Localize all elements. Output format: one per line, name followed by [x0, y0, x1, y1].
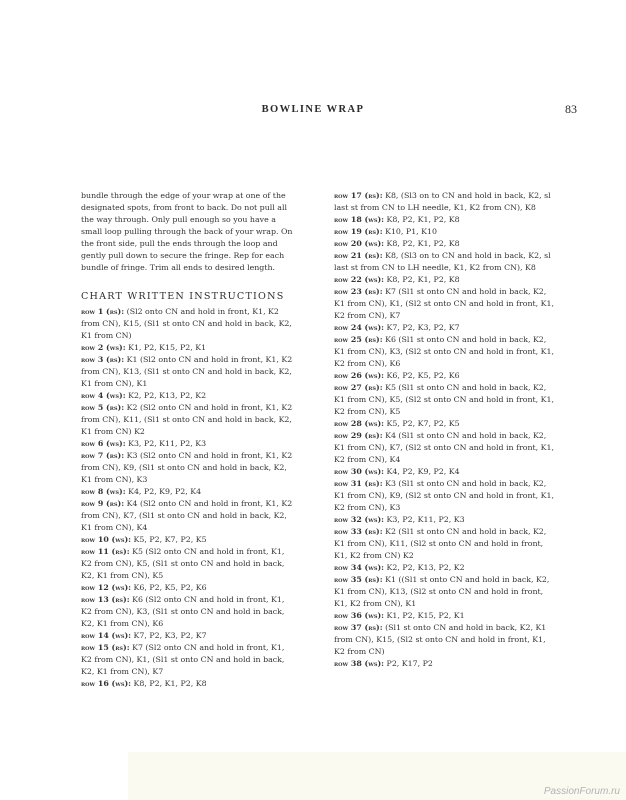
- row-instruction: [81, 450, 293, 486]
- row-label: row 38 (ws):: [334, 659, 385, 668]
- row-instruction: [334, 418, 556, 430]
- row-instruction: [334, 334, 556, 370]
- row-text: K8, (Sl3 on to CN and hold in back, K2, sl last st from CN to LH needle, K1, K2 from CN), K8: [334, 251, 551, 272]
- row-label: row 13 (rs):: [81, 595, 130, 604]
- row-instruction: [81, 342, 293, 354]
- row-instruction: [334, 322, 556, 334]
- row-label: row 4 (ws):: [81, 391, 126, 400]
- section-heading: CHART WRITTEN INSTRUCTIONS: [81, 291, 285, 302]
- row-label: row 9 (rs):: [81, 499, 125, 508]
- row-text: K6, P2, K5, P2, K6: [384, 371, 460, 380]
- row-label: row 7 (rs):: [81, 451, 125, 460]
- row-instruction: [81, 546, 293, 582]
- row-text: (Sl2 onto CN and hold in front, K1, K2 from CN), K15, (Sl1 st onto CN and hold in back, K2, K1 from CN): [81, 307, 292, 340]
- row-text: K2, P2, K13, P2, K2: [384, 563, 465, 572]
- row-label: row 27 (rs):: [334, 383, 383, 392]
- row-text: K8, P2, K1, P2, K8: [384, 239, 460, 248]
- row-text: K7, P2, K3, P2, K7: [384, 323, 460, 332]
- row-text: K8, P2, K1, P2, K8: [131, 679, 207, 688]
- row-text: K5 (Sl2 onto CN and hold in front, K1, K2 from CN), K5, (Sl1 st onto CN and hold in back, K2, K1 from CN), K5: [81, 547, 285, 580]
- row-label: row 29 (rs):: [334, 431, 383, 440]
- row-text: K3, P2, K11, P2, K3: [384, 515, 465, 524]
- row-label: row 3 (rs):: [81, 355, 125, 364]
- row-instruction: [334, 610, 556, 622]
- row-instruction: [334, 562, 556, 574]
- row-instruction: [334, 214, 556, 226]
- row-label: row 2 (ws):: [81, 343, 126, 352]
- row-label: row 32 (ws):: [334, 515, 385, 524]
- row-label: row 31 (rs):: [334, 479, 383, 488]
- row-instruction: [81, 594, 293, 630]
- row-text: K8, P2, K1, P2, K8: [384, 215, 460, 224]
- row-text: (Sl1 st onto CN and hold in back, K2, K1 from CN), K15, (Sl2 st onto CN and hold in front, K1, K2 from CN): [334, 623, 547, 656]
- row-instruction: [334, 238, 556, 250]
- row-label: row 30 (ws):: [334, 467, 385, 476]
- row-text: K2 (Sl2 onto CN and hold in front, K1, K2 from CN), K11, (Sl1 st onto CN and hold in back, K2, K1 from CN) K2: [81, 403, 293, 436]
- row-instruction: [334, 514, 556, 526]
- row-instruction: [81, 402, 293, 438]
- row-label: row 14 (ws):: [81, 631, 132, 640]
- right-column: [334, 190, 556, 670]
- row-label: row 26 (ws):: [334, 371, 385, 380]
- row-text: K4, P2, K9, P2, K4: [384, 467, 460, 476]
- row-text: K5, P2, K7, P2, K5: [384, 419, 460, 428]
- row-text: K4, P2, K9, P2, K4: [125, 487, 202, 496]
- row-label: row 15 (rs):: [81, 643, 130, 652]
- row-text: K8, P2, K1, P2, K8: [384, 275, 460, 284]
- row-label: row 12 (ws):: [81, 583, 132, 592]
- row-text: K6, P2, K5, P2, K6: [131, 583, 207, 592]
- row-text: K3, P2, K11, P2, K3: [125, 439, 207, 448]
- row-label: row 35 (rs):: [334, 575, 383, 584]
- row-instruction: [334, 574, 556, 610]
- row-instruction: [81, 306, 293, 342]
- watermark: PassionForum.ru: [543, 786, 620, 797]
- row-text: K6 (Sl1 st onto CN and hold in back, K2, K1 from CN), K3, (Sl2 st onto CN and hold in front, K1, K2 from CN), K6: [334, 335, 554, 368]
- row-label: row 33 (rs):: [334, 527, 383, 536]
- row-text: P2, K17, P2: [384, 659, 433, 668]
- row-instruction: [334, 478, 556, 514]
- row-label: row 28 (ws):: [334, 419, 385, 428]
- row-label: row 17 (rs):: [334, 191, 383, 200]
- row-text: K1 (Sl2 onto CN and hold in front, K1, K2 from CN), K13, (Sl1 st onto CN and hold in back, K2, K1 from CN), K1: [81, 355, 293, 388]
- row-label: row 5 (rs):: [81, 403, 125, 412]
- row-instruction: [334, 226, 556, 238]
- row-label: row 24 (ws):: [334, 323, 385, 332]
- row-text: K4 (Sl1 st onto CN and hold in back, K2, K1 from CN), K7, (Sl2 st onto CN and hold in front, K1, K2 from CN), K4: [334, 431, 554, 464]
- running-header-title: BOWLINE WRAP: [261, 104, 365, 115]
- fringe-instructions-paragraph: bundle through the edge of your wrap at one of the designated spots, from front to back. Do not pull all the way through. Only pull enough so you have a small loop pulling through the back of your wrap. On the front side, pull the ends through the loop and gently pull down to secure the fringe. Rep for each bundle of fringe. Trim all ends to desired length.: [81, 191, 293, 272]
- row-label: row 10 (ws):: [81, 535, 132, 544]
- row-instruction: [81, 678, 293, 690]
- row-text: K10, P1, K10: [382, 227, 438, 236]
- row-text: K1, P2, K15, P2, K1: [384, 611, 465, 620]
- row-instruction: [334, 622, 556, 658]
- row-text: K1, P2, K15, P2, K1: [125, 343, 207, 352]
- row-text: K7 (Sl1 st onto CN and hold in back, K2, K1 from CN), K1, (Sl2 st onto CN and hold in front, K1, K2 from CN), K7: [334, 287, 554, 320]
- row-text: K3 (Sl1 st onto CN and hold in back, K2, K1 from CN), K9, (Sl2 st onto CN and hold in front, K1, K2 from CN), K3: [334, 479, 554, 512]
- left-row-list: [81, 306, 293, 690]
- right-row-list: [334, 190, 556, 670]
- row-text: K4 (Sl2 onto CN and hold in front, K1, K2 from CN), K7, (Sl1 st onto CN and hold in back, K2, K1 from CN), K4: [81, 499, 293, 532]
- left-column: [81, 190, 293, 690]
- row-instruction: [334, 190, 556, 214]
- row-label: row 16 (ws):: [81, 679, 132, 688]
- row-label: row 21 (rs):: [334, 251, 383, 260]
- page-number: 83: [565, 102, 577, 116]
- row-instruction: [334, 526, 556, 562]
- row-label: row 18 (ws):: [334, 215, 385, 224]
- row-label: row 6 (ws):: [81, 439, 126, 448]
- row-text: K2 (Sl1 st onto CN and hold in back, K2, K1 from CN), K11, (Sl2 st onto CN and hold in front, K1, K2 from CN) K2: [334, 527, 547, 560]
- row-text: K7, P2, K3, P2, K7: [131, 631, 207, 640]
- row-instruction: [334, 250, 556, 274]
- row-text: K1 ((Sl1 st onto CN and hold in back, K2, K1 from CN), K13, (Sl2 st onto CN and hold in front, K1, K2 from CN), K1: [334, 575, 550, 608]
- row-instruction: [334, 382, 556, 418]
- row-instruction: [81, 354, 293, 390]
- row-text: K5 (Sl1 st onto CN and hold in back, K2, K1 from CN), K5, (Sl2 st onto CN and hold in front, K1, K2 from CN), K5: [334, 383, 554, 416]
- row-label: row 11 (rs):: [81, 547, 130, 556]
- row-instruction: [334, 658, 556, 670]
- row-label: row 19 (rs):: [334, 227, 383, 236]
- row-text: K7 (Sl2 onto CN and hold in front, K1, K2 from CN), K1, (Sl1 st onto CN and hold in back, K2, K1 from CN), K7: [81, 643, 285, 676]
- row-instruction: [81, 534, 293, 546]
- row-instruction: [334, 466, 556, 478]
- row-label: row 1 (rs):: [81, 307, 125, 316]
- row-label: row 20 (ws):: [334, 239, 385, 248]
- row-label: row 36 (ws):: [334, 611, 385, 620]
- row-label: row 23 (rs):: [334, 287, 383, 296]
- row-instruction: [81, 438, 293, 450]
- row-instruction: [81, 582, 293, 594]
- row-instruction: [81, 498, 293, 534]
- row-label: row 22 (ws):: [334, 275, 385, 284]
- row-instruction: [81, 642, 293, 678]
- row-label: row 37 (rs):: [334, 623, 383, 632]
- row-instruction: [81, 390, 293, 402]
- row-instruction: [334, 370, 556, 382]
- row-text: K3 (Sl2 onto CN and hold in front, K1, K2 from CN), K9, (Sl1 st onto CN and hold in back, K2, K1 from CN), K3: [81, 451, 293, 484]
- row-instruction: [81, 630, 293, 642]
- row-instruction: [334, 286, 556, 322]
- row-label: row 34 (ws):: [334, 563, 385, 572]
- row-text: K8, (Sl3 on to CN and hold in back, K2, sl last st from CN to LH needle, K1, K2 from CN), K8: [334, 191, 551, 212]
- row-instruction: [81, 486, 293, 498]
- row-instruction: [334, 274, 556, 286]
- row-text: K5, P2, K7, P2, K5: [131, 535, 207, 544]
- row-label: row 25 (rs):: [334, 335, 383, 344]
- row-instruction: [334, 430, 556, 466]
- row-text: K6 (Sl2 onto CN and hold in front, K1, K2 from CN), K3, (Sl1 st onto CN and hold in back, K2, K1 from CN), K6: [81, 595, 285, 628]
- row-label: row 8 (ws):: [81, 487, 126, 496]
- row-text: K2, P2, K13, P2, K2: [125, 391, 207, 400]
